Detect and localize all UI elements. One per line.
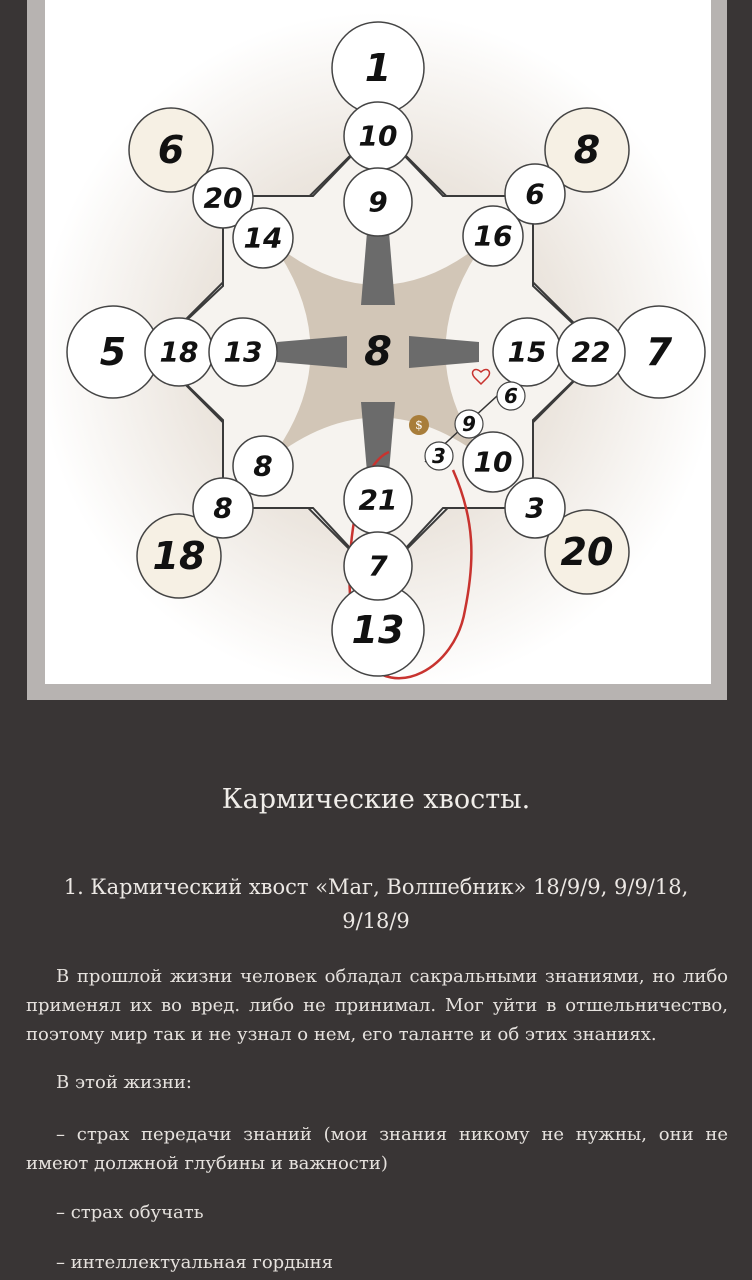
- article-subtitle: 1. Кармический хвост «Маг, Волшебник» 18/9/9, 9/9/18, 9/18/9: [63, 875, 689, 933]
- matrix-diagram: [45, 0, 711, 684]
- node-bottom-right-1: [505, 478, 565, 538]
- article-title: Кармические хвосты.: [221, 784, 531, 815]
- node-number: 10: [358, 119, 398, 153]
- node-number: 7: [368, 549, 388, 583]
- money-bag-icon: [409, 415, 429, 435]
- center-number: 8: [364, 329, 392, 375]
- money-line-node-2: [425, 442, 453, 470]
- money-line-number: 6: [504, 384, 518, 408]
- node-top-0: [332, 22, 424, 114]
- paragraph-past-life: В прошлой жизни человек обладал сакральными знаниями, но либо применял их во вред. либо не принимал. Мог уйти в отшельничество, поэтому мир так и не узнал о нем, его таланте и об этих знаниях.: [26, 966, 728, 1045]
- node-number: 9: [368, 185, 388, 219]
- node-right-0: [493, 318, 561, 386]
- node-number: 6: [157, 128, 185, 172]
- paragraph-fear-teaching: – страх обучать: [56, 1202, 204, 1223]
- node-number: 13: [223, 335, 263, 369]
- node-bottom-0: [344, 466, 412, 534]
- money-line-node-0: [497, 382, 525, 410]
- node-bottom-1: [344, 532, 412, 600]
- node-bottom-right-0: [463, 432, 523, 492]
- spike-top: [361, 232, 395, 305]
- node-top-left-2: [233, 208, 293, 268]
- node-number: 16: [473, 219, 513, 253]
- node-number: 18: [152, 534, 206, 578]
- nodes-layer: [67, 22, 705, 676]
- node-left-1: [145, 318, 213, 386]
- money-line-node-1: [455, 410, 483, 438]
- node-number: 8: [253, 449, 273, 483]
- node-number: 20: [560, 530, 614, 574]
- node-bottom-left-1: [193, 478, 253, 538]
- node-number: 21: [358, 483, 398, 517]
- paragraph-fear-knowledge: – страх передачи знаний (мои знания никому не нужны, они не имеют должной глубины и важности): [26, 1124, 728, 1174]
- node-top-right-2: [463, 206, 523, 266]
- node-number: 1: [364, 46, 392, 90]
- node-top-2: [344, 168, 412, 236]
- node-number: 15: [507, 335, 547, 369]
- node-number: 20: [203, 181, 243, 215]
- node-number: 10: [473, 445, 513, 479]
- node-number: 18: [159, 335, 199, 369]
- node-number: 3: [525, 491, 545, 525]
- paragraph-pride: – интеллектуальная гордыня: [56, 1252, 333, 1273]
- money-bag-symbol: $: [415, 418, 423, 432]
- node-number: 13: [351, 608, 405, 652]
- node-number: 8: [213, 491, 233, 525]
- node-number: 8: [573, 128, 601, 172]
- node-number: 14: [243, 221, 283, 255]
- node-number: 5: [99, 330, 127, 374]
- node-number: 22: [571, 335, 611, 369]
- matrix-svg: [45, 0, 711, 684]
- node-number: 7: [645, 330, 673, 374]
- diagram-frame: [27, 0, 727, 700]
- node-number: 6: [525, 177, 545, 211]
- money-line-number: 9: [462, 412, 476, 436]
- money-line-number: 3: [432, 444, 446, 468]
- node-left-2: [209, 318, 277, 386]
- paragraph-this-life: В этой жизни:: [56, 1072, 192, 1093]
- node-top-1: [344, 102, 412, 170]
- node-right-2: [613, 306, 705, 398]
- node-right-1: [557, 318, 625, 386]
